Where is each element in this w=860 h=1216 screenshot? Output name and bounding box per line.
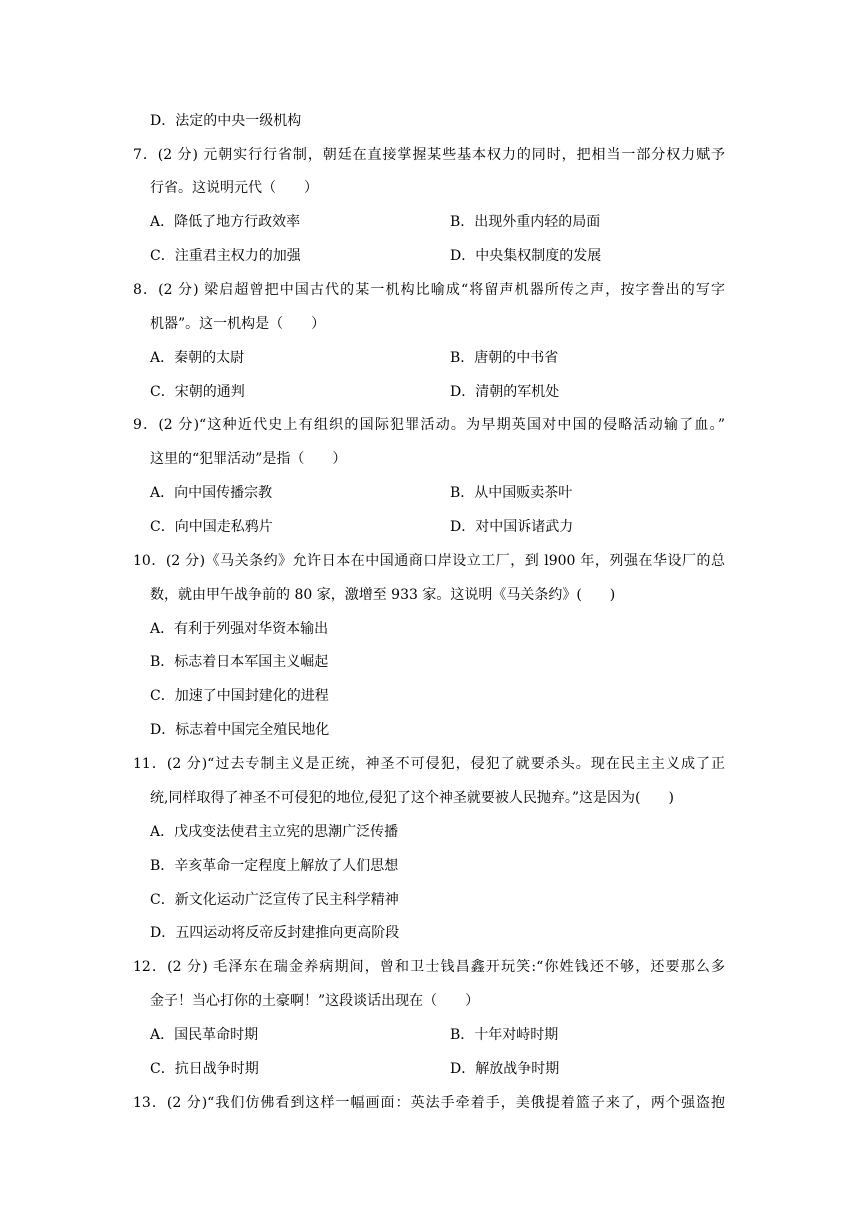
question-12-option-a: A．国民革命时期 <box>150 1027 259 1043</box>
question-9-option-a: A．向中国传播宗教 <box>150 485 273 501</box>
question-7-stem-line-1: 7．(2 分) 元朝实行行省制，朝廷在直接掌握某些基本权力的同时，把相当一部分权力赋予 <box>133 147 725 163</box>
question-12-stem-line-1: 12．(2 分) 毛泽东在瑞金养病期间，曾和卫士钱昌鑫开玩笑:“你姓钱还不够，还要那么多 <box>133 959 725 975</box>
question-7-stem-line-2: 行省。这说明元代（ ） <box>150 180 318 196</box>
question-9-option-c: C．向中国走私鸦片 <box>150 519 273 535</box>
question-12-option-c: C．抗日战争时期 <box>150 1061 259 1077</box>
question-9-option-d: D．对中国诉诸武力 <box>450 519 574 535</box>
question-11-option-c: C．新文化运动广泛宣传了民主科学精神 <box>150 892 399 908</box>
question-8-stem-line-2: 机器”。这一机构是（ ） <box>150 316 326 332</box>
question-11-stem-line-1: 11．(2 分)“过去专制主义是正统，神圣不可侵犯，侵犯了就要杀头。现在民主主义成了正 <box>133 756 725 772</box>
question-10-option-c: C．加速了中国封建化的进程 <box>150 688 329 704</box>
question-7-option-b: B．出现外重内轻的局面 <box>450 214 601 230</box>
question-10-option-a: A．有利于列强对华资本输出 <box>150 621 329 637</box>
question-13-stem-line-1: 13．(2 分)“我们仿佛看到这样一幅画面：英法手牵着手，美俄提着篮子来了，两个强盗抱 <box>133 1095 725 1111</box>
question-12-option-b: B．十年对峙时期 <box>450 1027 559 1043</box>
question-10-option-b: B．标志着日本军国主义崛起 <box>150 654 329 670</box>
question-10-stem-line-1: 10．(2 分)《马关条约》允许日本在中国通商口岸设立工厂，到 l900 年，列强在华设厂的总 <box>133 553 725 569</box>
question-9-stem-line-1: 9．(2 分)“这种近代史上有组织的国际犯罪活动。为早期英国对中国的侵略活动输了血。” <box>133 417 725 433</box>
question-7-option-d: D．中央集权制度的发展 <box>450 248 602 264</box>
question-11-stem-line-2: 统,同样取得了神圣不可侵犯的地位,侵犯了这个神圣就要被人民抛弃。”这是因为( ) <box>150 790 674 806</box>
question-12-option-d: D．解放战争时期 <box>450 1061 560 1077</box>
question-8-stem-line-1: 8．(2 分) 梁启超曾把中国古代的某一机构比喻成“将留声机器所传之声，按字誊出的写字 <box>133 282 725 298</box>
question-7-option-c: C．注重君主权力的加强 <box>150 248 301 264</box>
question-8-option-a: A．秦朝的太尉 <box>150 350 245 366</box>
question-10-option-d: D．标志着中国完全殖民地化 <box>150 722 330 738</box>
question-11-option-d: D．五四运动将反帝反封建推向更高阶段 <box>150 925 400 941</box>
question-10-stem-line-2: 数，就由甲午战争前的 80 家，激增至 933 家。这说明《马关条约》( ) <box>150 587 616 603</box>
q6-option-d: D．法定的中央一级机构 <box>150 113 302 129</box>
question-8-option-c: C．宋朝的通判 <box>150 384 245 400</box>
question-11-option-a: A．戊戌变法使君主立宪的思潮广泛传播 <box>150 824 399 840</box>
question-11-option-b: B．辛亥革命一定程度上解放了人们思想 <box>150 858 399 874</box>
question-7-option-a: A．降低了地方行政效率 <box>150 214 301 230</box>
question-12-stem-line-2: 金子！当心打你的土豪啊！”这段谈话出现在（ ） <box>150 993 480 1009</box>
question-8-option-b: B．唐朝的中书省 <box>450 350 559 366</box>
question-8-option-d: D．清朝的军机处 <box>450 384 560 400</box>
question-9-option-b: B．从中国贩卖茶叶 <box>450 485 573 501</box>
question-9-stem-line-2: 这里的“犯罪活动”是指（ ） <box>150 451 347 467</box>
